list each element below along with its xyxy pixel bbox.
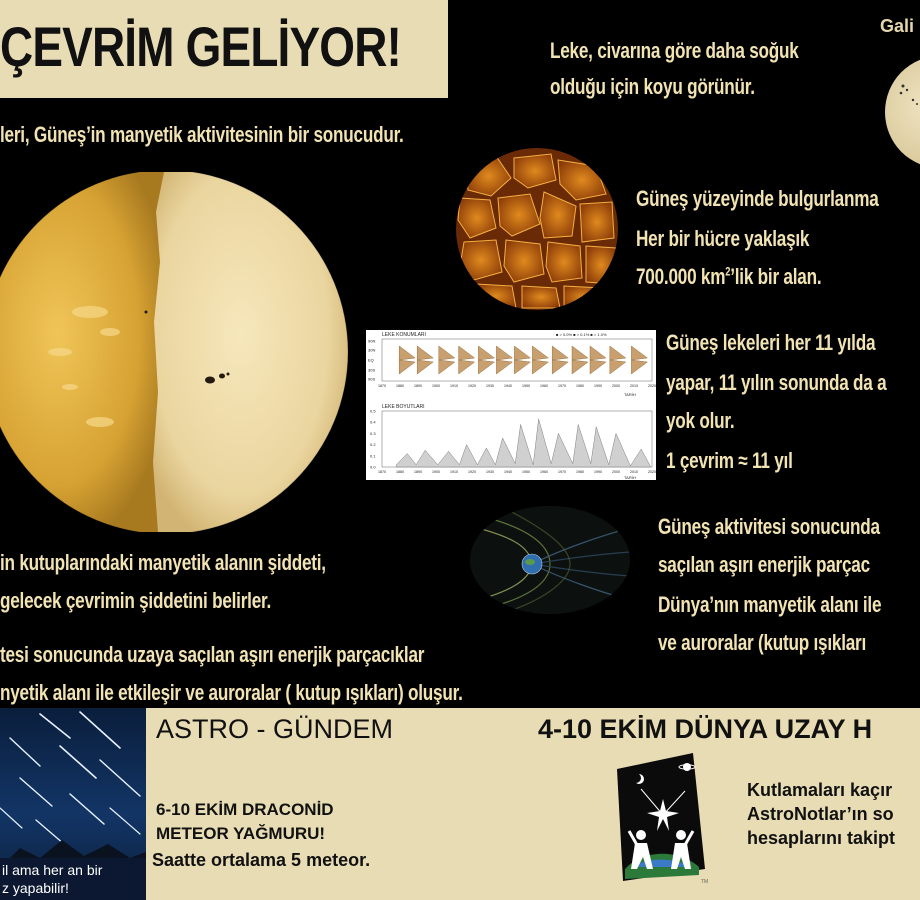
- intro-text: leri, Güneş’in manyetik aktivitesinin bir sonucudur.: [0, 122, 404, 147]
- granulation-area-superscript: 2: [725, 264, 731, 279]
- top-x-tick-12: 1990: [594, 384, 602, 388]
- bottom-x-tick-1: 1880: [396, 470, 404, 474]
- bottom-x-tick-12: 1990: [594, 470, 602, 474]
- cycle-text-line-2: yapar, 11 yılın sonunda da a: [666, 370, 887, 395]
- gali-label: Gali: [880, 16, 915, 36]
- world-space-week-logo: [613, 749, 709, 885]
- top-y-tick-2: EQ: [368, 357, 374, 363]
- sun-image: [0, 172, 348, 532]
- bottom-x-tick-5: 1920: [468, 470, 476, 474]
- draconid-line-1: 6-10 EKİM DRACONİD: [156, 800, 334, 819]
- top-x-tick-13: 2000: [612, 384, 620, 388]
- top-x-tick-15: 2020: [648, 384, 656, 388]
- chart-top-x-ticks: [378, 384, 656, 388]
- bottom-x-tick-11: 1980: [576, 470, 584, 474]
- meteor-caption-box: [0, 858, 146, 900]
- top-x-tick-9: 1960: [540, 384, 548, 388]
- top-x-tick-5: 1920: [468, 384, 476, 388]
- draconid-line-3: Saatte ortalama 5 meteor.: [152, 850, 371, 870]
- meteor-caption-line-1: il ama her an bir: [2, 862, 103, 878]
- bottom-y-tick-4: 0.1: [370, 453, 376, 459]
- spot-text-line-1: Leke, civarına göre daha soğuk: [550, 38, 799, 63]
- draconid-line-2: METEOR YAĞMURU!: [156, 824, 326, 843]
- celebration-line-2: AstroNotlar’ın so: [747, 804, 894, 824]
- small-sun-image: [885, 56, 920, 168]
- pole-text-line-1: in kutuplarındaki manyetik alanın şiddeti,: [0, 550, 326, 575]
- bottom-x-tick-8: 1950: [522, 470, 530, 474]
- chart-bottom-y-ticks: [370, 409, 376, 470]
- top-y-tick-0: 90N: [368, 338, 376, 344]
- chart-bottom-x-label: TARİH: [624, 475, 636, 480]
- pole-text-line-2: gelecek çevrimin şiddetini belirler.: [0, 588, 272, 613]
- top-x-tick-11: 1980: [576, 384, 584, 388]
- granulation-text-line-2: Her bir hücre yaklaşık: [636, 226, 810, 251]
- top-x-tick-1: 1880: [396, 384, 404, 388]
- bottom-x-tick-9: 1960: [540, 470, 548, 474]
- bottom-x-tick-15: 2020: [648, 470, 656, 474]
- bottom-x-tick-2: 1890: [414, 470, 422, 474]
- chart-bottom-x-ticks: [378, 470, 656, 474]
- activity-text-line-4: ve auroralar (kutup ışıkları: [658, 630, 867, 655]
- bottom-x-tick-10: 1970: [558, 470, 566, 474]
- granulation-area-value: 700.000 km: [636, 264, 726, 289]
- spot-text-line-2: olduğu için koyu görünür.: [550, 74, 755, 99]
- granulation-area-suffix: ’lik bir alan.: [730, 264, 822, 289]
- top-x-tick-3: 1900: [432, 384, 440, 388]
- aurora-text-line-1: tesi sonucunda uzaya saçılan aşırı enerjik parçacıklar: [0, 642, 425, 667]
- cycle-text-line-1: Güneş lekeleri her 11 yılda: [666, 330, 876, 355]
- chart-top-y-ticks: [368, 339, 375, 382]
- chart-top-x-label: TARİH: [624, 392, 636, 397]
- top-x-tick-10: 1970: [558, 384, 566, 388]
- butterfly-diagram: [366, 330, 656, 480]
- top-y-tick-3: 30S: [368, 367, 376, 373]
- top-x-tick-0: 1870: [378, 384, 386, 388]
- bottom-x-tick-14: 2010: [630, 470, 638, 474]
- activity-text-line-3: Dünya’nın manyetik alanı ile: [658, 592, 882, 617]
- page-title: ÇEVRİM GELİYOR!: [0, 15, 402, 78]
- space-week-heading: 4-10 EKİM DÜNYA UZAY H: [538, 714, 873, 744]
- activity-text-line-1: Güneş aktivitesi sonucunda: [658, 514, 880, 539]
- chart-top-legend: ■ > 0.0% ■ > 0.1% ■ > 1.0%: [556, 332, 607, 337]
- granulation-image: [456, 148, 618, 310]
- top-x-tick-14: 2010: [630, 384, 638, 388]
- bottom-x-tick-7: 1940: [504, 470, 512, 474]
- bottom-y-tick-2: 0.3: [370, 430, 376, 436]
- chart-top-title: LEKE KONUMLARI: [382, 332, 426, 338]
- top-y-tick-4: 90S: [368, 376, 376, 382]
- aurora-text-line-2: nyetik alanı ile etkileşir ve auroralar ( kutup ışıkları) oluşur.: [0, 680, 463, 705]
- bottom-y-tick-1: 0.4: [370, 419, 376, 425]
- top-x-tick-8: 1950: [522, 384, 530, 388]
- activity-text-line-2: saçılan aşırı enerjik parçac: [658, 552, 870, 577]
- astro-gundem-heading: ASTRO - GÜNDEM: [156, 714, 394, 744]
- celebration-line-3: hesaplarını takipt: [747, 828, 896, 848]
- bottom-x-tick-6: 1930: [486, 470, 494, 474]
- celebration-line-1: Kutlamaları kaçır: [747, 780, 893, 800]
- meteor-caption-line-2: z yapabilir!: [2, 880, 69, 896]
- top-y-tick-1: 30N: [368, 347, 376, 353]
- bottom-x-tick-4: 1910: [450, 470, 458, 474]
- small-sunspots: [893, 78, 920, 118]
- granulation-text-line-1: Güneş yüzeyinde bulgurlanma: [636, 186, 879, 211]
- top-x-tick-2: 1890: [414, 384, 422, 388]
- magnetosphere-image: [470, 506, 630, 614]
- chart-bottom-title: LEKE BOYUTLARI: [382, 404, 425, 410]
- bottom-x-tick-0: 1870: [378, 470, 386, 474]
- cycle-text-line-4: 1 çevrim ≈ 11 yıl: [666, 448, 793, 473]
- top-x-tick-7: 1940: [504, 384, 512, 388]
- bottom-x-tick-13: 2000: [612, 470, 620, 474]
- bottom-x-tick-3: 1900: [432, 470, 440, 474]
- bottom-y-tick-5: 0.0: [370, 464, 376, 470]
- bottom-y-tick-0: 0.5: [370, 408, 376, 414]
- chart-top-frame: [382, 339, 652, 381]
- cycle-text-line-3: yok olur.: [666, 408, 735, 433]
- bottom-y-tick-3: 0.2: [370, 442, 376, 448]
- logo-tm: TM: [701, 879, 709, 885]
- top-x-tick-6: 1930: [486, 384, 494, 388]
- top-x-tick-4: 1910: [450, 384, 458, 388]
- granulation-text-line-3: [636, 264, 821, 290]
